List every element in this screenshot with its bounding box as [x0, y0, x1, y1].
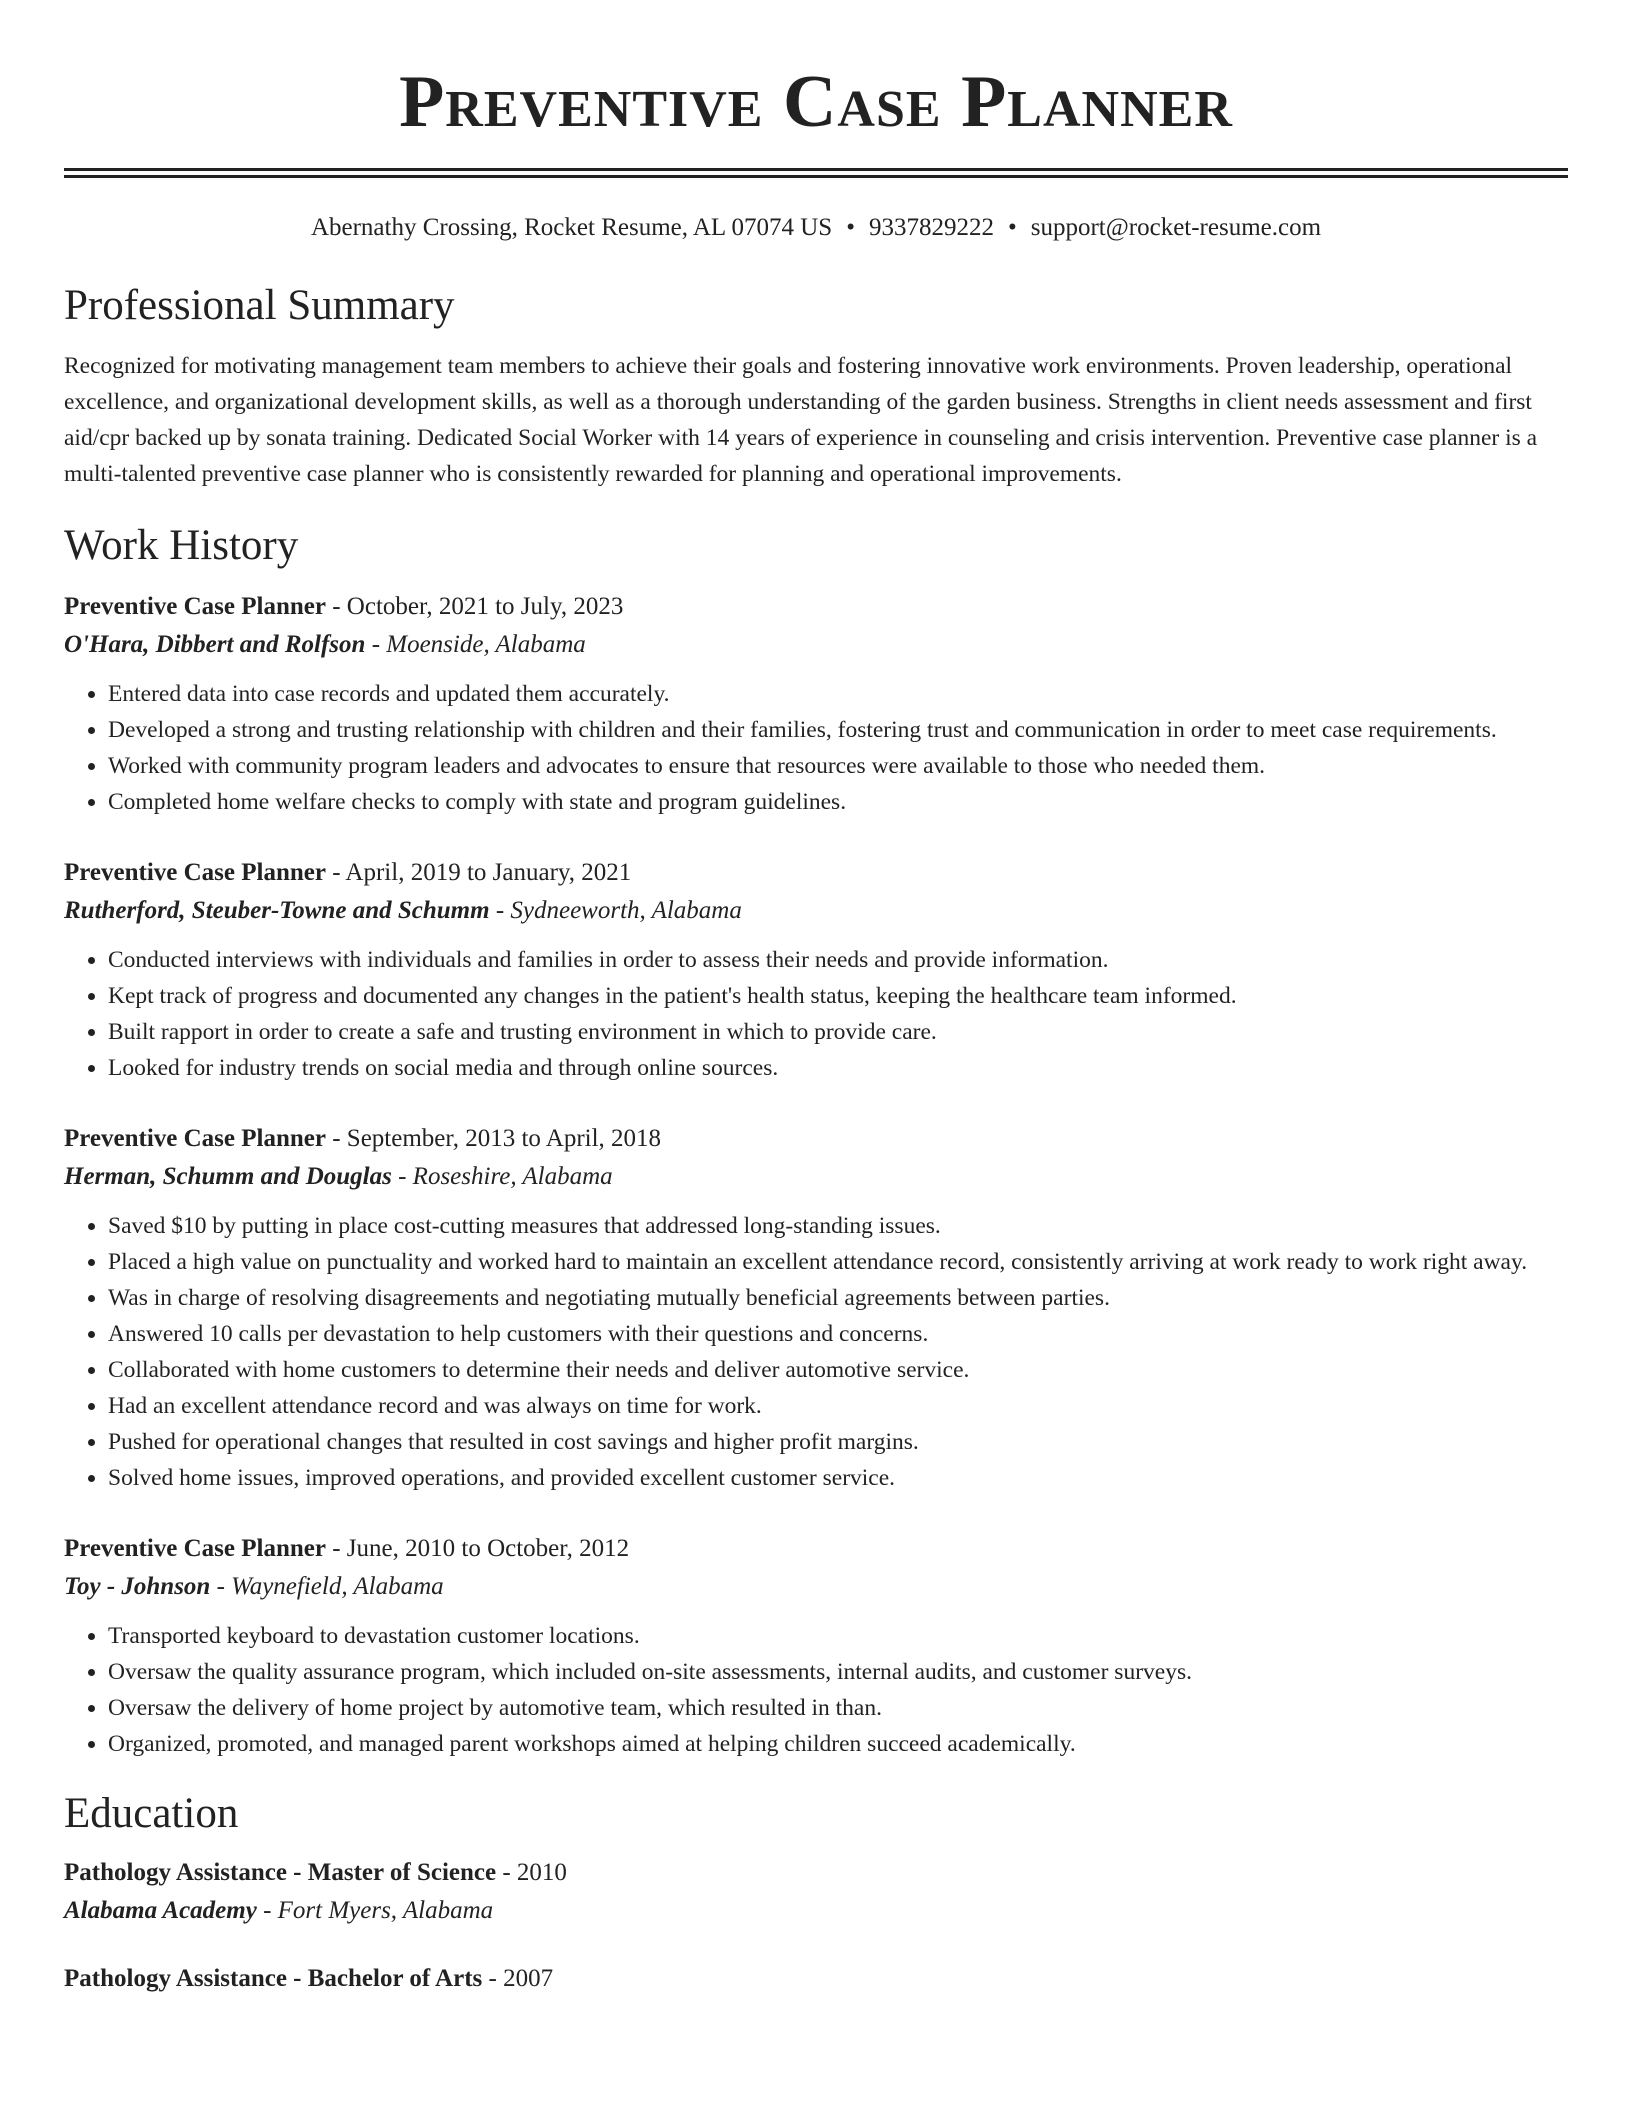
job-company-line	[64, 1158, 1568, 1196]
job-company: Toy - Johnson	[64, 1573, 211, 1600]
job-bullet: • Developed a strong and trusting relationship with children and their families, fostering trust and communication in order to meet case requirements.	[108, 712, 1568, 748]
job-dates: - April, 2019 to January, 2021	[325, 859, 632, 886]
contact-separator: •	[846, 214, 855, 241]
summary-heading: Professional Summary	[64, 282, 455, 329]
job-bullet: • Worked with community program leaders and advocates to ensure that resources were available to those who needed them.	[108, 748, 1568, 784]
contact-phone: 9337829222	[868, 214, 994, 241]
education-location: - Fort Myers, Alabama	[256, 1897, 494, 1924]
title-divider	[64, 168, 1568, 178]
job-company-line	[64, 892, 1568, 930]
job-bullet: • Had an excellent attendance record and was always on time for work.	[108, 1388, 1568, 1424]
job-bullet: • Organized, promoted, and managed parent workshops aimed at helping children succeed academically.	[108, 1726, 1568, 1762]
job-bullets	[64, 1208, 1568, 1496]
job-title-line	[64, 854, 1568, 892]
job-entry	[64, 588, 1568, 820]
job-bullet: • Transported keyboard to devastation customer locations.	[108, 1618, 1568, 1654]
job-title: Preventive Case Planner	[64, 593, 326, 620]
job-location: - Sydneeworth, Alabama	[489, 897, 742, 924]
job-company-line	[64, 626, 1568, 664]
education-degree: Pathology Assistance - Master of Science	[64, 1859, 497, 1886]
job-company: O'Hara, Dibbert and Rolfson	[64, 631, 366, 658]
job-entry	[64, 1120, 1568, 1496]
job-bullet: • Entered data into case records and updated them accurately.	[108, 676, 1568, 712]
education-degree-line	[64, 1854, 1568, 1892]
job-bullet: • Oversaw the delivery of home project by automotive team, which resulted in than.	[108, 1690, 1568, 1726]
work-history-heading: Work History	[64, 522, 299, 569]
job-location: - Roseshire, Alabama	[391, 1163, 613, 1190]
job-dates: - October, 2021 to July, 2023	[325, 593, 624, 620]
job-title-line	[64, 1120, 1568, 1158]
job-title-line	[64, 588, 1568, 626]
job-bullets	[64, 676, 1568, 820]
job-location: - Waynefield, Alabama	[210, 1573, 444, 1600]
education-degree: Pathology Assistance - Bachelor of Arts	[64, 1965, 483, 1992]
job-bullets	[64, 942, 1568, 1086]
job-title: Preventive Case Planner	[64, 1535, 326, 1562]
job-bullet: • Was in charge of resolving disagreements and negotiating mutually beneficial agreements between parties.	[108, 1280, 1568, 1316]
job-company-line	[64, 1568, 1568, 1606]
summary-text: Recognized for motivating management team members to achieve their goals and fostering innovative work environments. Proven leadership, operational excellence, and organizational development skills, as well as a thorough understanding of the garden business. Strengths in client needs assessment and first aid/cpr backed up by sonata training. Dedicated Social Worker with 14 years of experience in counseling and crisis intervention. Preventive case planner is a multi-talented preventive case planner who is consistently rewarded for planning and operational improvements.	[64, 353, 1538, 487]
job-bullet: • Saved $10 by putting in place cost-cutting measures that addressed long-standing issues.	[108, 1208, 1568, 1244]
job-title: Preventive Case Planner	[64, 859, 326, 886]
job-bullet: • Built rapport in order to create a safe and trusting environment in which to provide care.	[108, 1014, 1568, 1050]
education-degree-line	[64, 1960, 1568, 1998]
education-entry	[64, 1960, 1568, 1998]
job-bullet: • Completed home welfare checks to comply with state and program guidelines.	[108, 784, 1568, 820]
contact-address: Abernathy Crossing, Rocket Resume, AL 07074 US	[310, 214, 833, 241]
job-bullets	[64, 1618, 1568, 1762]
job-dates: - June, 2010 to October, 2012	[325, 1535, 630, 1562]
job-bullet: • Answered 10 calls per devastation to help customers with their questions and concerns.	[108, 1316, 1568, 1352]
contact-email: support@rocket-resume.com	[1030, 214, 1322, 241]
job-entry	[64, 854, 1568, 1086]
job-bullet: • Placed a high value on punctuality and worked hard to maintain an excellent attendance record, consistently arriving at work ready to work right away.	[108, 1244, 1568, 1280]
job-bullet: • Pushed for operational changes that resulted in cost savings and higher profit margins.	[108, 1424, 1568, 1460]
job-bullet: • Solved home issues, improved operations, and provided excellent customer service.	[108, 1460, 1568, 1496]
job-company: Rutherford, Steuber-Towne and Schumm	[64, 897, 490, 924]
job-bullet: • Collaborated with home customers to determine their needs and deliver automotive service.	[108, 1352, 1568, 1388]
job-entry	[64, 1530, 1568, 1762]
job-title: Preventive Case Planner	[64, 1125, 326, 1152]
job-bullet: • Oversaw the quality assurance program, which included on-site assessments, internal audits, and customer surveys.	[108, 1654, 1568, 1690]
job-dates: - September, 2013 to April, 2018	[325, 1125, 662, 1152]
resume-title: Preventive Case Planner	[399, 61, 1233, 143]
job-bullet: • Conducted interviews with individuals and families in order to assess their needs and provide information.	[108, 942, 1568, 978]
contact-line	[64, 212, 1568, 244]
education-entry	[64, 1854, 1568, 1930]
education-year: - 2007	[482, 1965, 554, 1992]
job-company: Herman, Schumm and Douglas	[64, 1163, 392, 1190]
job-location: - Moenside, Alabama	[365, 631, 586, 658]
education-school: Alabama Academy	[64, 1897, 257, 1924]
education-heading: Education	[64, 1790, 239, 1837]
education-year: - 2010	[496, 1859, 567, 1886]
job-title-line	[64, 1530, 1568, 1568]
job-bullet: • Looked for industry trends on social media and through online sources.	[108, 1050, 1568, 1086]
job-bullet: • Kept track of progress and documented any changes in the patient's health status, keeping the healthcare team informed.	[108, 978, 1568, 1014]
education-school-line	[64, 1892, 1568, 1930]
contact-separator: •	[1007, 214, 1017, 241]
